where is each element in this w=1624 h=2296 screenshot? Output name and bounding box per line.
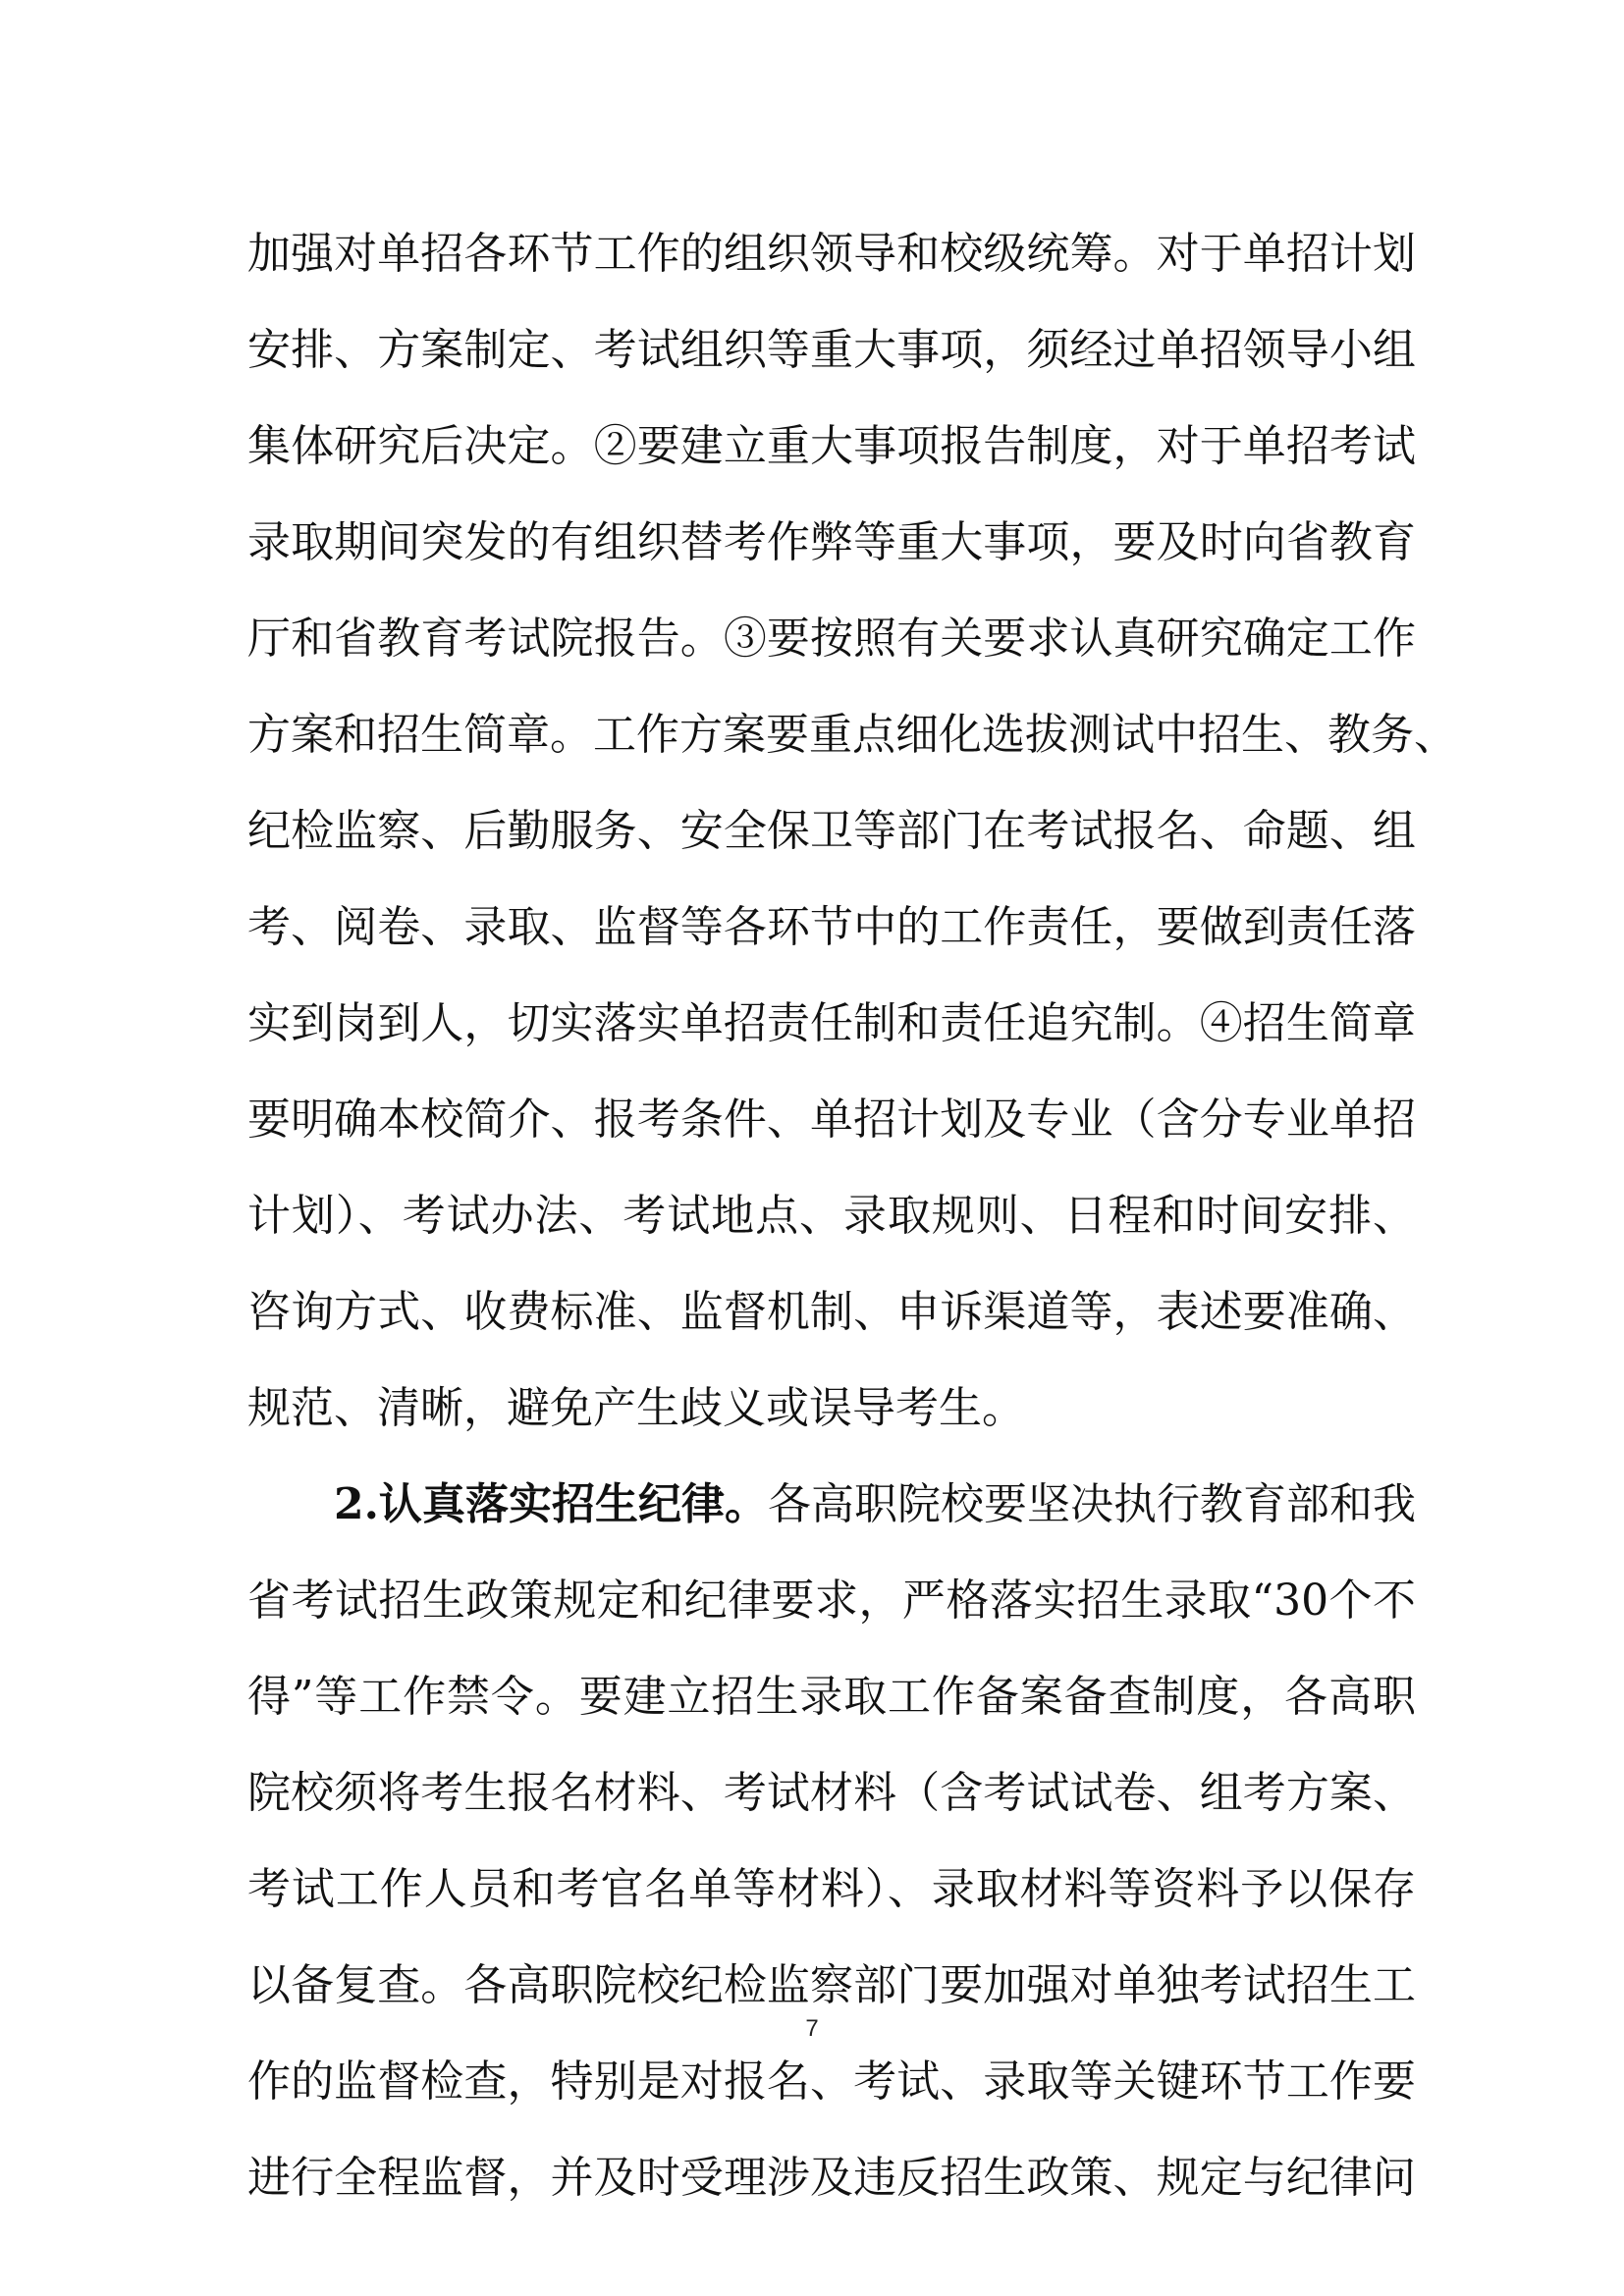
paragraph1-line-6: 方案和招生简章。工作方案要重点细化选拔测试中招生、教务、 bbox=[247, 710, 1457, 760]
paragraph2-line-3: 得”等工作禁令。要建立招生录取工作备案备查制度，各高职 bbox=[247, 1672, 1416, 1722]
paragraph2-line-4: 院校须将考生报名材料、考试材料（含考试试卷、组考方案、 bbox=[247, 1768, 1416, 1818]
paragraph2-line-5: 考试工作人员和考官名单等材料）、录取材料等资料予以保存 bbox=[247, 1864, 1416, 1914]
paragraph2-line-2: 省考试招生政策规定和纪律要求，严格落实招生录取“30个不 bbox=[247, 1575, 1416, 1626]
paragraph2-first-line bbox=[247, 1457, 1416, 1553]
paragraph1-line-1: 加强对单招各环节工作的组织领导和校级统筹。对于单招计划 bbox=[247, 229, 1416, 279]
paragraph2-first-line-text: 各高职院校要坚决执行教育部和我 bbox=[767, 1479, 1417, 1529]
paragraph2-line-7: 作的监督检查，特别是对报名、考试、录取等关键环节工作要 bbox=[247, 2056, 1416, 2107]
page-number: 7 bbox=[805, 2015, 819, 2042]
paragraph1-line-2: 安排、方案制定、考试组织等重大事项，须经过单招领导小组 bbox=[247, 325, 1416, 375]
body-text bbox=[247, 206, 1457, 2226]
paragraph1-line-12: 咨询方式、收费标准、监督机制、申诉渠道等，表述要准确、 bbox=[247, 1287, 1416, 1337]
paragraph1-line-10: 要明确本校简介、报考条件、单招计划及专业（含分专业单招 bbox=[247, 1095, 1416, 1145]
paragraph1-line-3: 集体研究后决定。②要建立重大事项报告制度，对于单招考试 bbox=[247, 421, 1416, 471]
paragraph2-line-6: 以备复查。各高职院校纪检监察部门要加强对单独考试招生工 bbox=[247, 1960, 1416, 2010]
paragraph1-line-13: 规范、清晰，避免产生歧义或误导考生。 bbox=[247, 1383, 1025, 1433]
paragraph1-line-11: 计划）、考试办法、考试地点、录取规则、日程和时间安排、 bbox=[247, 1191, 1416, 1241]
section-heading: 2.认真落实招生纪律。 bbox=[334, 1479, 768, 1529]
paragraph1-line-8: 考、阅卷、录取、监督等各环节中的工作责任，要做到责任落 bbox=[247, 902, 1416, 952]
paragraph1-line-7: 纪检监察、后勤服务、安全保卫等部门在考试报名、命题、组 bbox=[247, 806, 1416, 856]
paragraph1-line-5: 厅和省教育考试院报告。③要按照有关要求认真研究确定工作 bbox=[247, 614, 1416, 664]
paragraph1-line-9: 实到岗到人，切实落实单招责任制和责任追究制。④招生简章 bbox=[247, 998, 1416, 1048]
paragraph2-line-8: 进行全程监督，并及时受理涉及违反招生政策、规定与纪律问 bbox=[247, 2153, 1416, 2203]
paragraph1-line-4: 录取期间突发的有组织替考作弊等重大事项，要及时向省教育 bbox=[247, 517, 1416, 567]
